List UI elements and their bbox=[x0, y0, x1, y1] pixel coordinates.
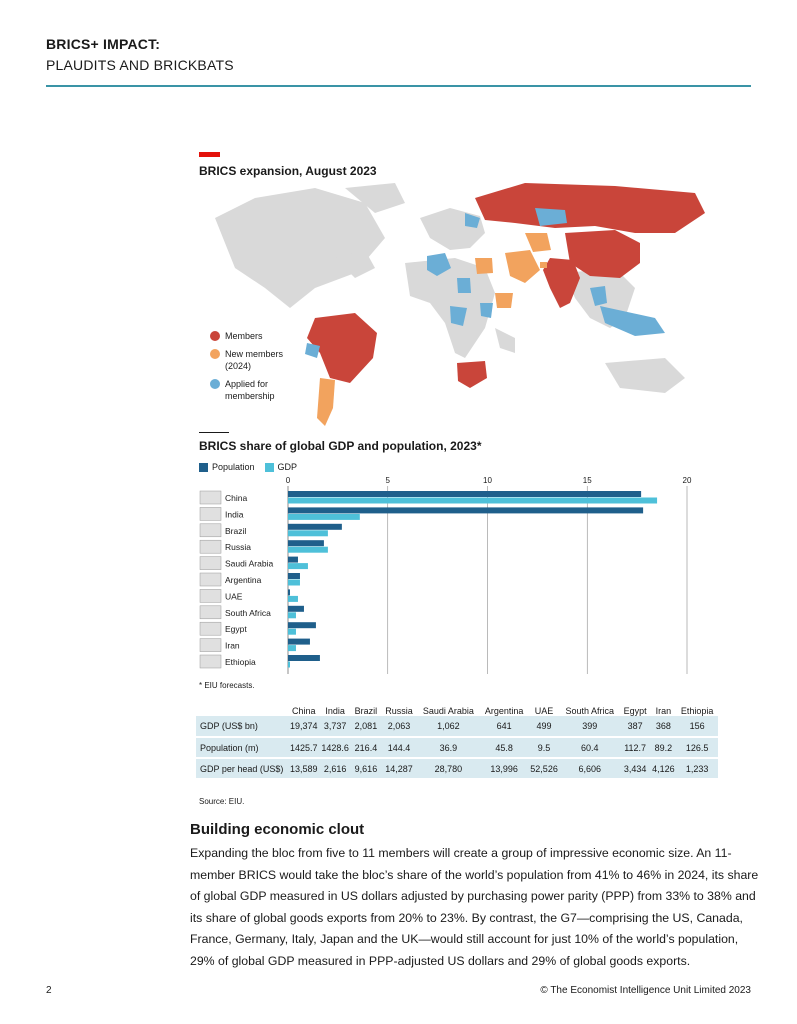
category-label: Argentina bbox=[225, 575, 262, 585]
bar-population bbox=[288, 589, 290, 595]
header-rule bbox=[46, 85, 751, 87]
table-cell: 36.9 bbox=[417, 737, 480, 758]
legend-new-members-dot bbox=[210, 349, 220, 359]
table-cell: 9.5 bbox=[528, 737, 559, 758]
russia-shape bbox=[475, 183, 705, 233]
column-header: South Africa bbox=[565, 706, 614, 716]
table-cell: 45.8 bbox=[480, 737, 529, 758]
column-header: Russia bbox=[385, 706, 413, 716]
legend-members-dot bbox=[210, 331, 220, 341]
legend-gdp-swatch bbox=[265, 463, 274, 472]
south-africa-shape bbox=[457, 361, 487, 388]
table-cell: 399 bbox=[560, 716, 620, 737]
table-cell: 3,434 bbox=[620, 758, 651, 779]
table-cell: 126.5 bbox=[676, 737, 718, 758]
row-label: Population (m) bbox=[196, 737, 288, 758]
table-row bbox=[196, 758, 718, 779]
table-cell: 4,126 bbox=[651, 758, 677, 779]
category-label: India bbox=[225, 509, 244, 520]
column-header: Ethiopia bbox=[680, 706, 714, 716]
bar-gdp bbox=[288, 547, 328, 553]
share-bar-chart bbox=[195, 474, 715, 682]
chart-title-rule bbox=[199, 432, 229, 433]
table-cell: 2,081 bbox=[351, 716, 381, 737]
category-label: Russia bbox=[225, 542, 251, 553]
bar-population bbox=[288, 557, 298, 563]
x-tick-label: 10 bbox=[483, 476, 492, 485]
page-number: 2 bbox=[46, 985, 52, 996]
category-label: Saudi Arabia bbox=[225, 558, 274, 569]
table-cell: 6,606 bbox=[560, 758, 620, 779]
table-cell: 641 bbox=[480, 716, 529, 737]
flag-south-africa-icon bbox=[200, 606, 221, 619]
column-header: Egypt bbox=[623, 706, 647, 716]
map-title-marker bbox=[199, 152, 220, 157]
bar-gdp bbox=[288, 514, 360, 520]
column-header: India bbox=[325, 706, 345, 716]
table-cell: 9,616 bbox=[351, 758, 381, 779]
column-header: Iran bbox=[655, 706, 672, 716]
map-title: BRICS expansion, August 2023 bbox=[199, 164, 377, 178]
flag-egypt-icon bbox=[200, 622, 221, 635]
column-header: UAE bbox=[534, 706, 554, 716]
table-cell: 1,062 bbox=[417, 716, 480, 737]
table-row bbox=[196, 716, 718, 737]
bar-population bbox=[288, 507, 643, 513]
bar-gdp bbox=[288, 498, 657, 504]
legend-new-members-label: New members (2024) bbox=[225, 349, 284, 371]
bar-population bbox=[288, 639, 310, 645]
report-subtitle: PLAUDITS AND BRICKBATS bbox=[46, 57, 234, 73]
category-label: Egypt bbox=[225, 624, 247, 635]
section-body: Expanding the bloc from five to 11 members will create a group of impressive economic size. An 11-member BRICS would take the bloc’s share of the world’s population from 41% to 46% in 2024, its share of global GDP measured in US dollars adjusted by purchasing power parity (PPP) from 33% to 38% and its share of global goods exports from 20% to 23%. By contrast, the G7—comprising the US, Canada, France, Germany, Italy, Japan and the UK—would still account for just 10% of the world’s population, 29% of global GDP measured in PPP-adjusted US dollars and 29% of global goods exports. bbox=[190, 846, 759, 968]
category-label: Brazil bbox=[225, 525, 247, 536]
table-cell: 14,287 bbox=[381, 758, 417, 779]
flag-china-icon bbox=[200, 491, 221, 504]
row-label: GDP per head (US$) bbox=[196, 758, 288, 779]
table-cell: 499 bbox=[528, 716, 559, 737]
flag-saudi-arabia-icon bbox=[200, 557, 221, 570]
x-tick-label: 5 bbox=[385, 476, 390, 485]
bar-gdp bbox=[288, 629, 296, 635]
x-tick-label: 0 bbox=[285, 476, 291, 485]
table-cell: 1425.7 bbox=[288, 737, 319, 758]
legend-new-members bbox=[210, 348, 305, 372]
category-label: Ethiopia bbox=[225, 657, 256, 667]
iran-shape bbox=[525, 233, 551, 252]
bar-population bbox=[288, 524, 342, 530]
category-label: Iran bbox=[225, 640, 240, 651]
x-tick-label: 15 bbox=[582, 476, 592, 485]
table-cell: 368 bbox=[651, 716, 677, 737]
table-cell: 60.4 bbox=[560, 737, 620, 758]
table-cell: 3,737 bbox=[319, 716, 350, 737]
table-cell: 52,526 bbox=[528, 758, 559, 779]
bar-population bbox=[288, 491, 641, 497]
table-cell: 28,780 bbox=[417, 758, 480, 779]
column-header: Saudi Arabia bbox=[422, 706, 474, 716]
bar-gdp bbox=[288, 612, 296, 618]
table-cell: 19,374 bbox=[288, 716, 319, 737]
legend-population-label: Population bbox=[212, 462, 255, 472]
table-source: Source: EIU. bbox=[199, 797, 245, 806]
bar-gdp bbox=[288, 596, 298, 602]
chart-footnote: * EIU forecasts. bbox=[199, 681, 255, 690]
chart-title: BRICS share of global GDP and population, 2023* bbox=[199, 439, 482, 453]
column-header: Argentina bbox=[484, 706, 524, 716]
column-header: Brazil bbox=[354, 706, 378, 716]
flag-brazil-icon bbox=[200, 524, 221, 537]
legend-gdp bbox=[265, 462, 298, 472]
flag-iran-icon bbox=[200, 639, 221, 652]
bar-gdp bbox=[288, 662, 290, 668]
legend-gdp-label: GDP bbox=[277, 462, 298, 472]
legend-applied-label: Applied for membership bbox=[225, 379, 275, 401]
flag-india-icon bbox=[200, 507, 221, 520]
bar-gdp bbox=[288, 530, 328, 536]
bar-population bbox=[288, 606, 304, 612]
map-legend bbox=[210, 330, 305, 408]
column-header: China bbox=[291, 706, 316, 716]
flag-uae-icon bbox=[200, 589, 221, 602]
table-cell: 112.7 bbox=[620, 737, 651, 758]
legend-members-label: Members bbox=[225, 331, 263, 341]
table-cell: 2,063 bbox=[381, 716, 417, 737]
row-label: GDP (US$ bn) bbox=[196, 716, 288, 737]
bar-population bbox=[288, 540, 324, 546]
india-shape bbox=[543, 258, 580, 308]
flag-russia-icon bbox=[200, 540, 221, 553]
table-cell: 13,996 bbox=[480, 758, 529, 779]
legend-applied bbox=[210, 378, 305, 402]
category-label: UAE bbox=[225, 591, 243, 602]
table-row bbox=[196, 737, 718, 758]
report-title: BRICS+ IMPACT: bbox=[46, 36, 161, 52]
argentina-shape bbox=[317, 378, 335, 426]
table-cell: 1,233 bbox=[676, 758, 718, 779]
bar-gdp bbox=[288, 563, 308, 569]
bar-population bbox=[288, 573, 300, 579]
legend-population-swatch bbox=[199, 463, 208, 472]
table-cell: 387 bbox=[620, 716, 651, 737]
bar-population bbox=[288, 655, 320, 661]
table-corner bbox=[196, 692, 288, 716]
table-header-row bbox=[196, 692, 718, 716]
category-label: China bbox=[225, 493, 248, 503]
legend-population bbox=[199, 462, 255, 472]
section-heading: Building economic clout bbox=[190, 821, 365, 838]
table-cell: 89.2 bbox=[651, 737, 677, 758]
table-cell: 144.4 bbox=[381, 737, 417, 758]
legend-members bbox=[210, 330, 305, 342]
egypt-shape bbox=[475, 258, 493, 274]
bar-gdp bbox=[288, 580, 300, 586]
table-cell: 13,589 bbox=[288, 758, 319, 779]
chart-legend bbox=[199, 462, 307, 472]
table-cell: 2,616 bbox=[319, 758, 350, 779]
uae-shape bbox=[540, 262, 547, 268]
country-data-table bbox=[196, 692, 718, 780]
bar-population bbox=[288, 622, 316, 628]
table-cell: 216.4 bbox=[351, 737, 381, 758]
category-label: South Africa bbox=[225, 607, 271, 618]
table-cell: 156 bbox=[676, 716, 718, 737]
flag-argentina-icon bbox=[200, 573, 221, 586]
legend-applied-dot bbox=[210, 379, 220, 389]
ethiopia-shape bbox=[495, 293, 513, 308]
flag-ethiopia-icon bbox=[200, 655, 221, 668]
x-tick-label: 20 bbox=[682, 476, 692, 485]
copyright: © The Economist Intelligence Unit Limited 2023 bbox=[540, 985, 751, 996]
table-cell: 1428.6 bbox=[319, 737, 350, 758]
saudi-arabia-shape bbox=[505, 250, 540, 283]
bar-gdp bbox=[288, 645, 296, 651]
